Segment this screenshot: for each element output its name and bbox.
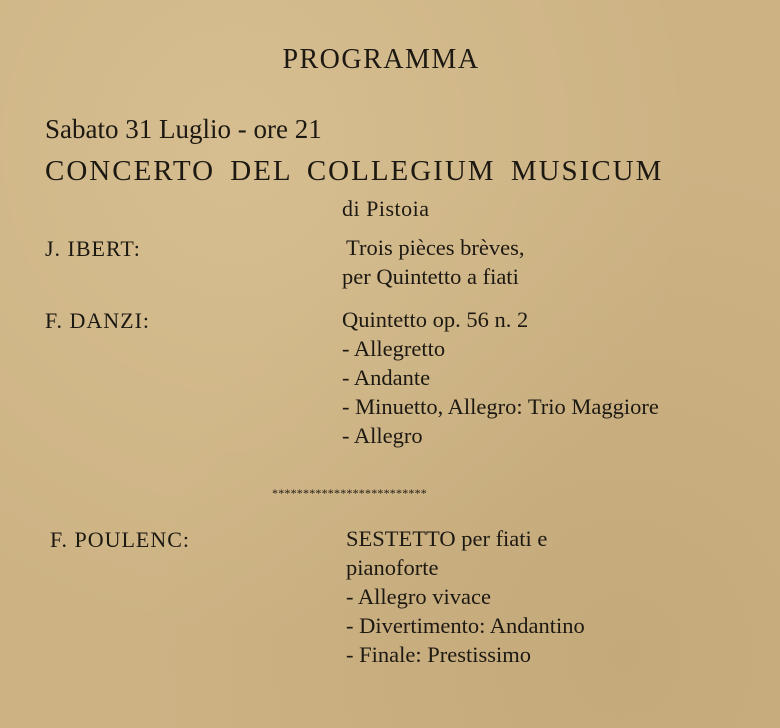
piece-line: - Andante [342,365,431,390]
piece-line: - Allegretto [342,336,446,361]
piece-line: - Finale: Prestissimo [346,642,531,667]
page-title: PROGRAMMA [282,44,480,75]
composer-danzi: F. DANZI: [45,308,151,333]
piece-ibert [342,233,525,291]
piece-line: Quintetto op. 56 n. 2 [342,307,529,332]
piece-line: - Allegro [342,423,423,448]
piece-line: - Allegro vivace [346,584,491,609]
composer-poulenc: F. POULENC: [50,527,191,552]
piece-line: - Minuetto, Allegro: Trio Maggiore [342,394,659,419]
piece-line: Trois pièces brèves, [346,235,525,260]
concert-title: CONCERTO DEL COLLEGIUM MUSICUM [45,155,664,187]
piece-line: - Divertimento: Andantino [346,613,585,638]
concert-date: Sabato 31 Luglio - ore 21 [45,114,322,144]
piece-poulenc [346,524,585,669]
piece-line: pianoforte [346,555,439,580]
concert-place: di Pistoia [342,196,430,221]
piece-line: SESTETTO per fiati e [346,526,548,551]
piece-danzi [342,305,659,450]
composer-ibert: J. IBERT: [45,236,141,261]
piece-line: per Quintetto a fiati [342,264,519,289]
separator-stars: ************************* [272,486,427,500]
